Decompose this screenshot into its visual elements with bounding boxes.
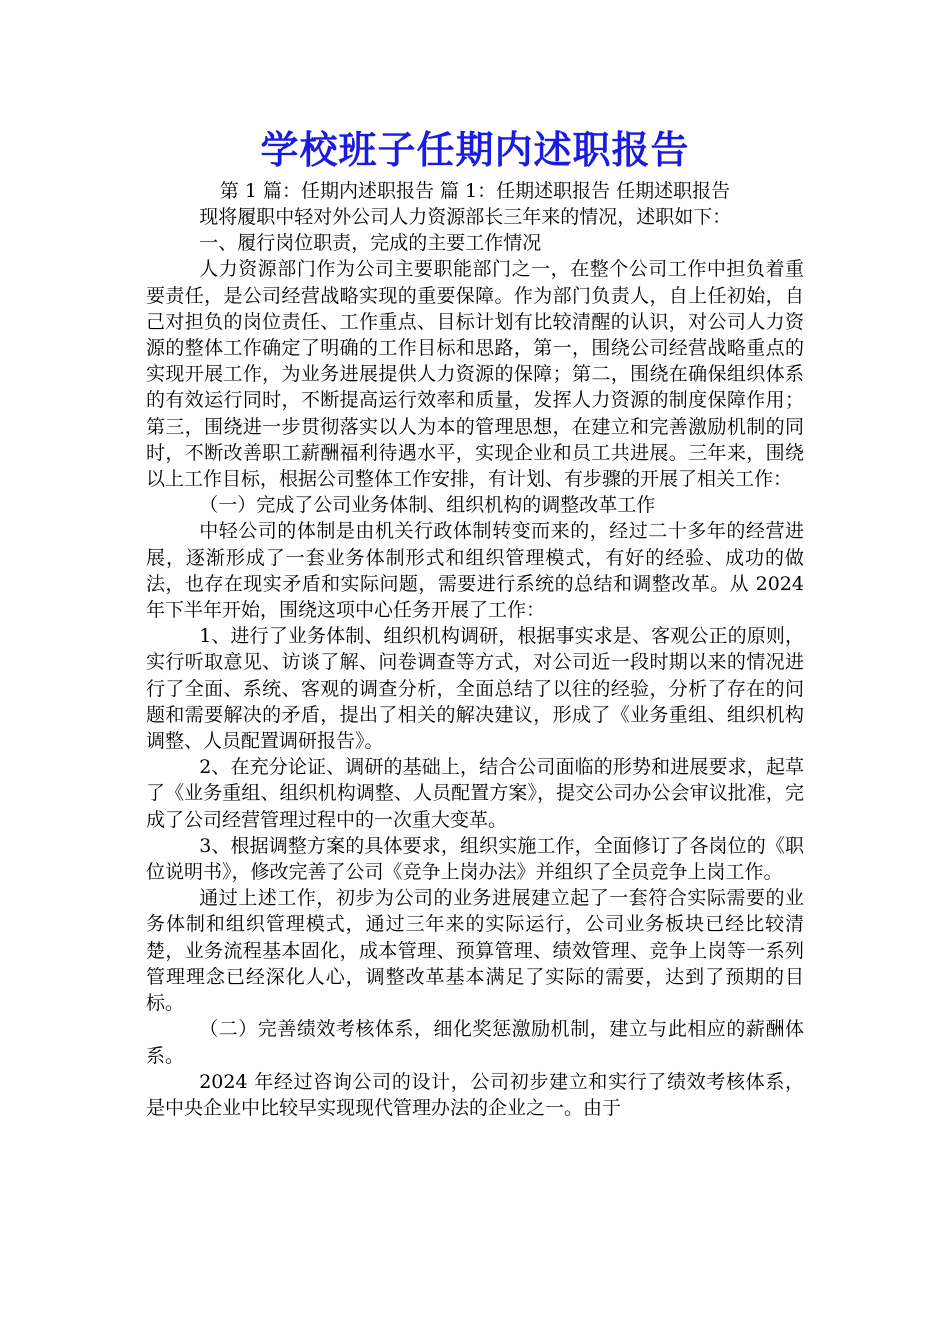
list-item-1: 1、进行了业务体制、组织机构调研，根据事实求是、客观公正的原则，实行听取意见、访谈了解、问卷调查等方式，对公司近一段时期以来的情况进行了全面、系统、客观的调查分析，全面总结了以往的经验，分析了存在的问题和需要解决的矛盾，提出了相关的解决建议，形成了《业务重组、组织机构调整、人员配置调研报告》。	[146, 625, 804, 753]
paragraph-hr-role: 人力资源部门作为公司主要职能部门之一，在整个公司工作中担负着重要责任，是公司经营战略实现的重要保障。作为部门负责人，自上任初始，自己对担负的岗位责任、工作重点、目标计划有比较清醒的认识，对公司人力资源的整体工作确定了明确的工作目标和思路，第一，围绕公司经营战略重点的实现开展工作，为业务进展提供人力资源的保障；第二，围绕在确保组织体系的有效运行同时，不断提高运行效率和质量，发挥人力资源的制度保障作用；第三，围绕进一步贯彻落实以人为本的管理思想，在建立和完善激励机制的同时，不断改善职工薪酬福利待遇水平，实现企业和员工共进展。三年来，围绕以上工作目标，根据公司整体工作安排，有计划、有步骤的开展了相关工作：	[146, 258, 804, 491]
subsection-heading-1: （一）完成了公司业务体制、组织机构的调整改革工作	[199, 494, 656, 517]
paragraph-intro: 现将履职中轻对外公司人力资源部长三年来的情况，述职如下：	[199, 206, 732, 228]
paragraph-performance: 2024 年经过咨询公司的设计，公司初步建立和实行了绩效考核体系，是中央企业中比较早实现现代管理办法的企业之一。由于	[146, 1070, 804, 1119]
subsection-heading-2: （二）完善绩效考核体系，细化奖惩激励机制，建立与此相应的薪酬体系。	[146, 1018, 804, 1067]
document-page	[146, 122, 804, 1121]
document-subtitle: 第 1 篇：任期内述职报告 篇 1：任期述职报告 任期述职报告	[219, 180, 731, 202]
list-item-2: 2、在充分论证、调研的基础上，结合公司面临的形势和进展要求，起草了《业务重组、组织机构调整、人员配置方案》，提交公司办公会审议批准，完成了公司经营管理过程中的一次重大变革。	[146, 756, 804, 831]
paragraph-company-system: 中轻公司的体制是由机关行政体制转变而来的，经过二十多年的经营进展，逐渐形成了一套业务体制形式和组织管理模式，有好的经验、成功的做法，也存在现实矛盾和实际问题，需要进行系统的总结和调整改革。从 2024 年下半年开始，围绕这项中心任务开展了工作：	[146, 520, 804, 622]
paragraph-results: 通过上述工作，初步为公司的业务进展建立起了一套符合实际需要的业务体制和组织管理模式，通过三年来的实际运行，公司业务板块已经比较清楚，业务流程基本固化，成本管理、预算管理、绩效管理、竞争上岗等一系列管理理念已经深化人心，调整改革基本满足了实际的需要，达到了预期的目标。	[146, 887, 804, 1015]
document-title: 学校班子任期内述职报告	[260, 127, 690, 172]
list-item-3: 3、根据调整方案的具体要求，组织实施工作，全面修订了各岗位的《职位说明书》，修改完善了公司《竞争上岗办法》并组织了全员竞争上岗工作。	[146, 834, 804, 884]
section-heading-1: 一、履行岗位职责，完成的主要工作情况	[199, 232, 542, 255]
